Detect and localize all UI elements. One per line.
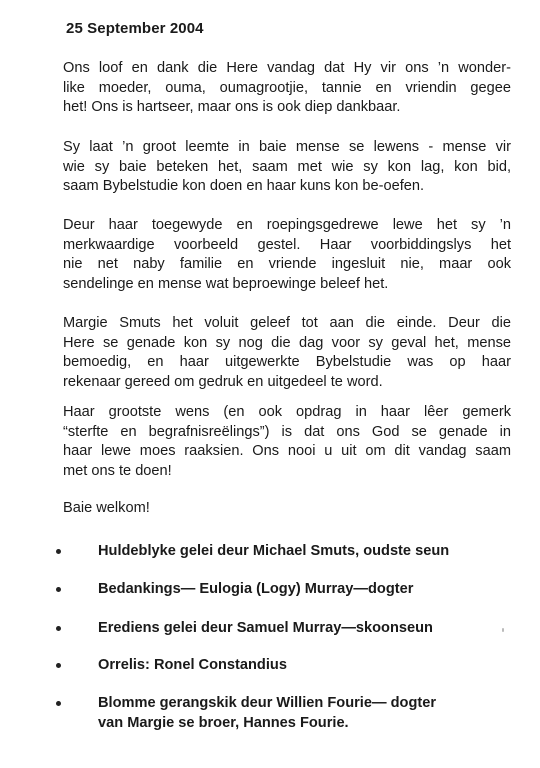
paragraph-4 (63, 314, 511, 392)
paragraph-line: nie net naby familie en vriende ingesluit nie, maar ook (63, 256, 511, 272)
paragraph-line: bemoedig, en haar uitgewerkte Bybelstudie was op haar (63, 354, 511, 370)
paragraph-line: Ons loof en dank die Here vandag dat Hy vir ons ’n wonder- (63, 60, 511, 76)
paragraph-line: haar lewe moes raaksien. Ons nooi u uit om dit vandag saam (63, 443, 511, 459)
document-date: 25 September 2004 (66, 20, 204, 37)
paragraph-line: sendelinge en mense wat beproewinge beleef het. (63, 275, 389, 292)
paragraph-line: het! Ons is hartseer, maar ons is ook diep dankbaar. (63, 99, 401, 115)
paragraph-line: Margie Smuts het voluit geleef tot aan die einde. Deur die (63, 315, 511, 331)
program-item-text: Orrelis: Ronel Constandius (98, 657, 287, 673)
paragraph-line: Here se genade kon sy nog die dag voor sy geval het, mense (63, 334, 511, 351)
paragraph-2 (63, 138, 511, 197)
paragraph-line: like moeder, ouma, oumagrootjie, tannie en vriendin gegee (63, 79, 511, 96)
program-item-text: Blomme gerangskik deur Willien Fourie— dogter (98, 695, 437, 711)
paragraph-line: wie sy baie beteken het, saam met wie sy kon lag, kon bid, (63, 158, 511, 175)
paragraph-line: met ons te doen! (63, 462, 172, 479)
bullet-icon (56, 587, 61, 592)
paragraph-line: Haar grootste wens (en ook opdrag in haar lêer gemerk (63, 404, 511, 420)
program-item-text: Bedankings— Eulogia (Logy) Murray—dogter (98, 581, 414, 597)
paragraph-3 (63, 216, 511, 294)
bullet-icon (56, 549, 61, 554)
paragraph-line: saam Bybelstudie kon doen en haar kuns kon be-oefen. (63, 178, 425, 194)
program-item-text-continued: van Margie se broer, Hannes Fourie. (98, 714, 349, 731)
program-item-text: Erediens gelei deur Samuel Murray—skoonseun (98, 620, 433, 636)
bullet-icon (56, 701, 61, 706)
welcome-text: Baie welkom! (63, 500, 150, 516)
bullet-icon (56, 663, 61, 668)
bullet-icon (56, 626, 61, 631)
paragraph-line: rekenaar gereed om gedruk en uitgedeel te word. (63, 373, 383, 390)
paragraph-1 (63, 59, 511, 118)
scan-speck (502, 628, 504, 632)
paragraph-line: merkwaardige voorbeeld gestel. Haar voorbiddingslys het (63, 236, 511, 253)
paragraph-5 (63, 403, 511, 481)
paragraph-line: Sy laat ’n groot leemte in baie mense se lewens - mense vir (63, 139, 511, 155)
paragraph-line: Deur haar toegewyde en roepingsgedrewe lewe het sy ’n (63, 217, 511, 233)
program-item-text: Huldeblyke gelei deur Michael Smuts, oudste seun (98, 543, 450, 559)
paragraph-line: “sterfte en begrafnisreëlings”) is dat ons God se genade in (63, 423, 511, 440)
